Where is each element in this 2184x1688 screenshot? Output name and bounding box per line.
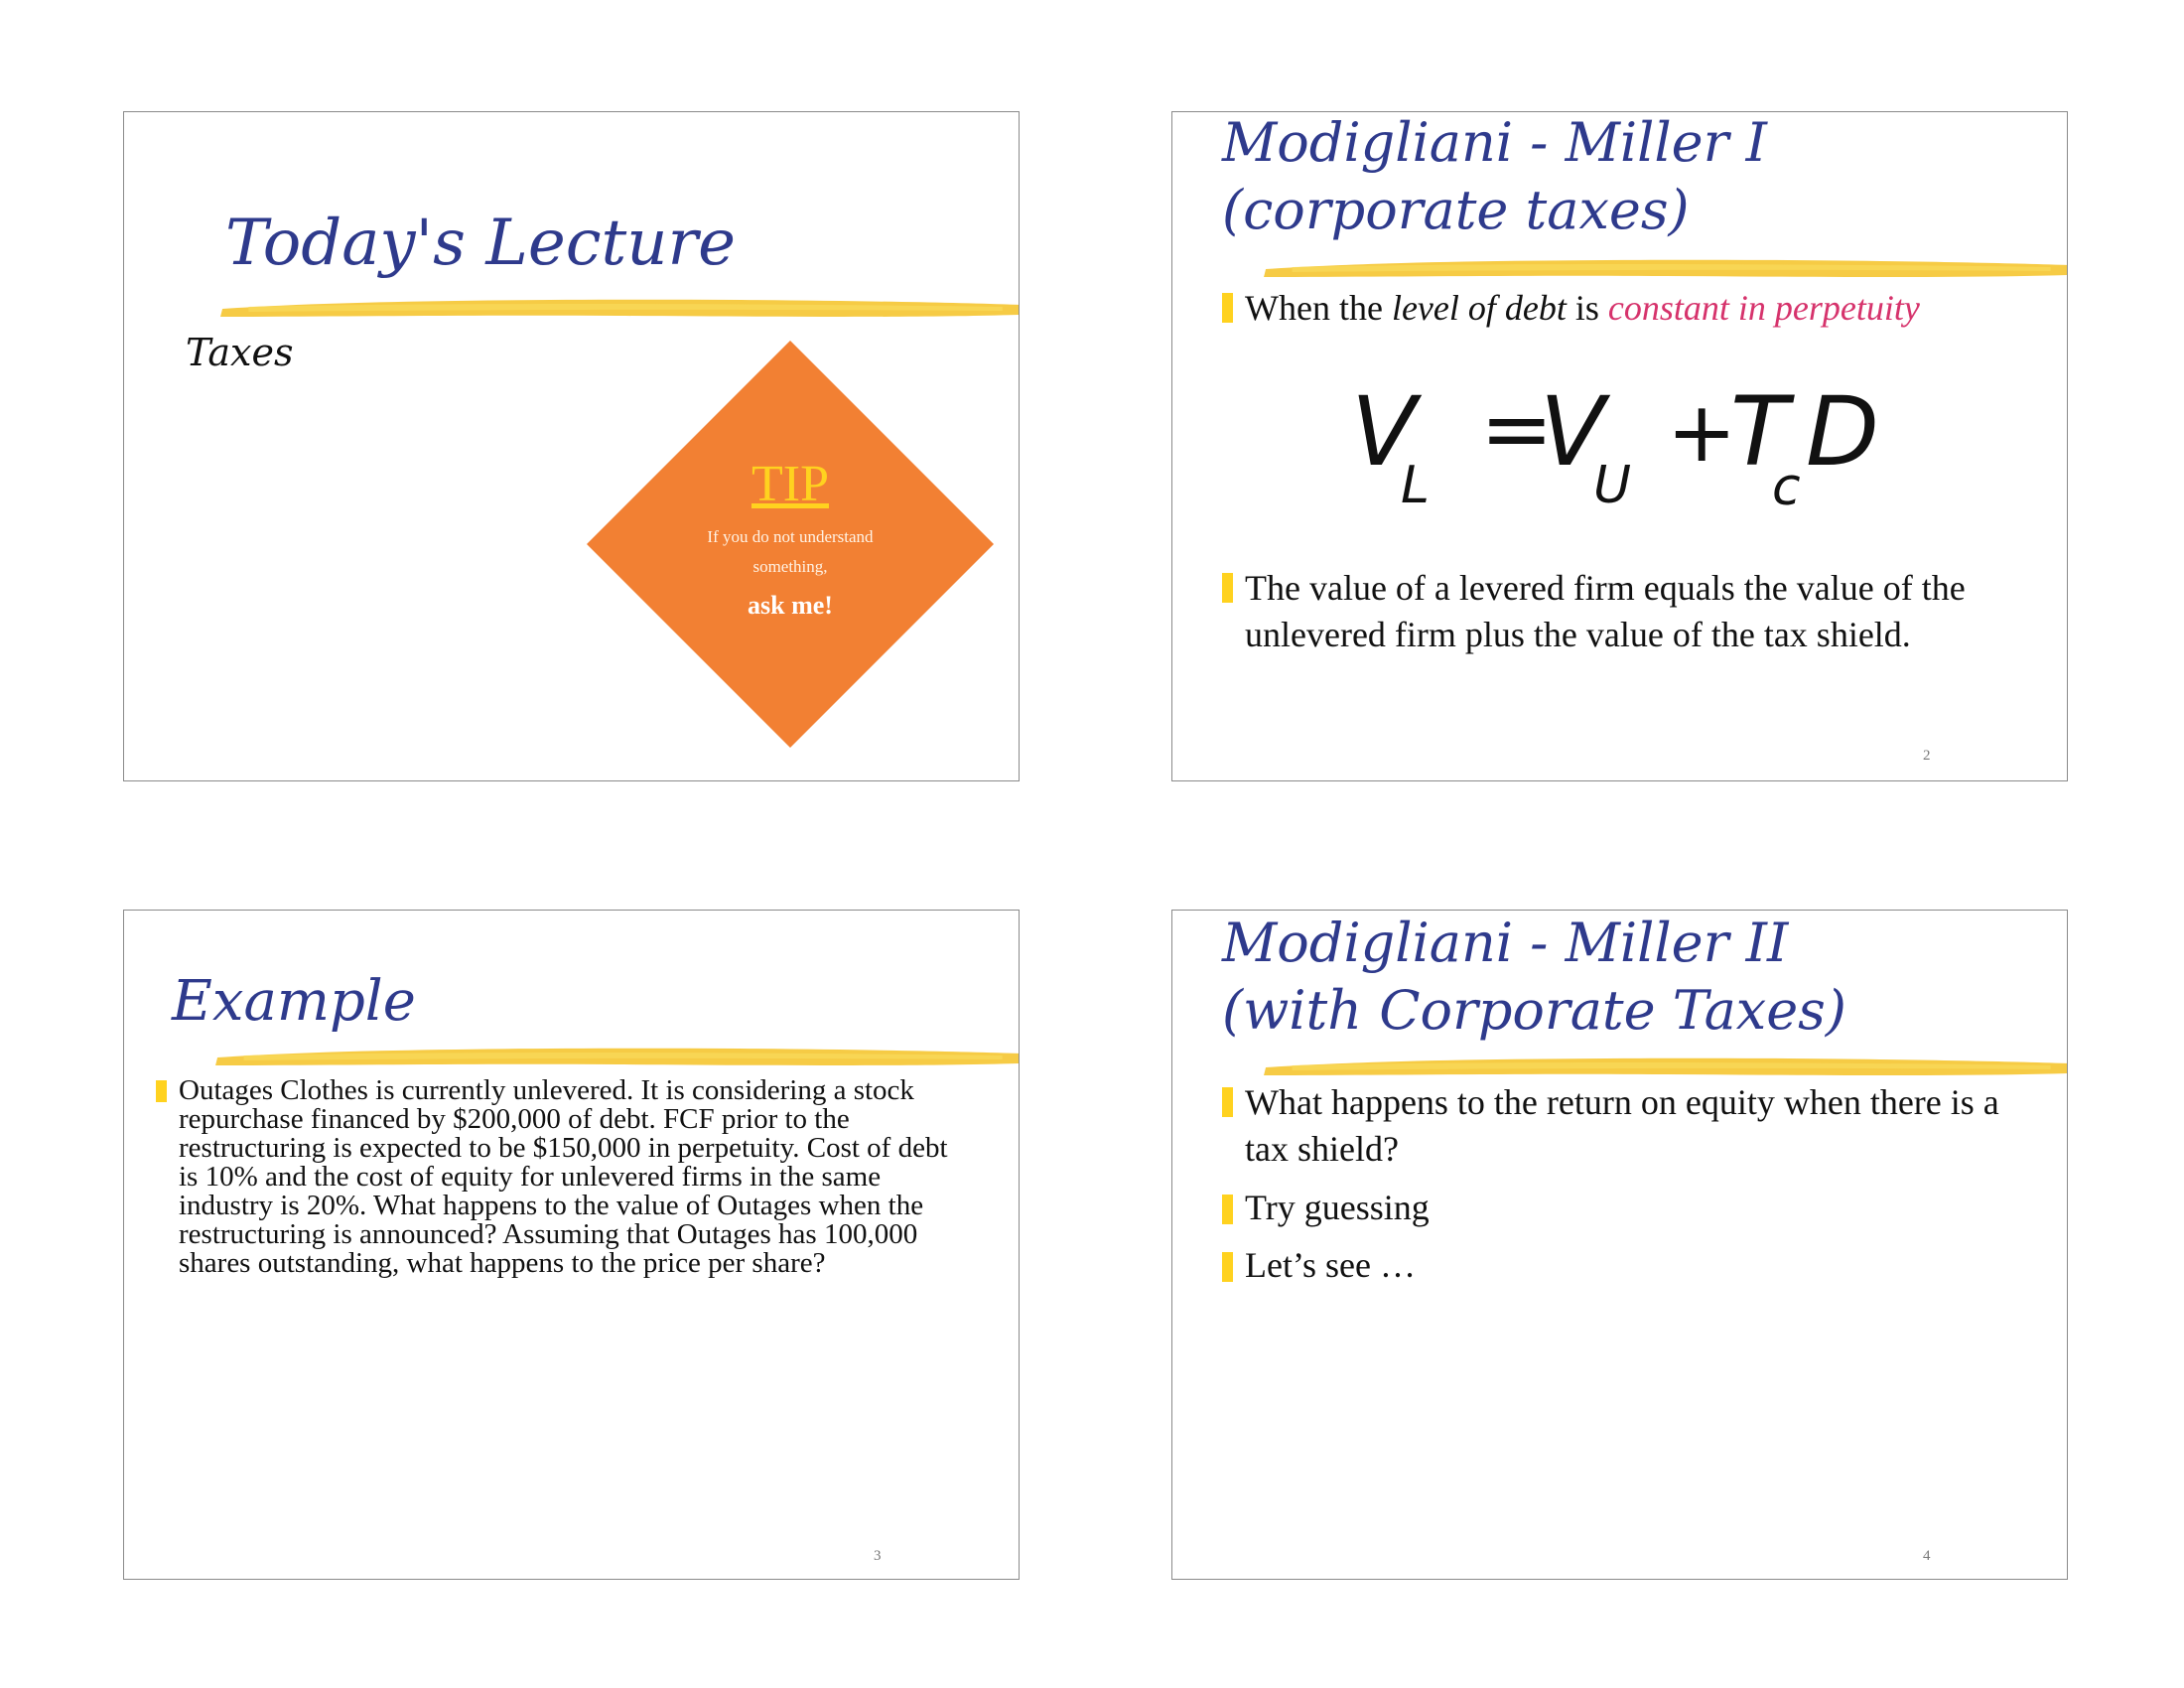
bullet-text-highlight: constant in perpetuity xyxy=(1607,288,1920,328)
title-underline-stroke xyxy=(218,291,1020,325)
bullet-marker xyxy=(1222,293,1233,323)
bullet-marker xyxy=(1222,1252,1233,1282)
bullet-text xyxy=(1245,287,1920,329)
page-number: 4 xyxy=(1923,1548,1931,1564)
slide-4 xyxy=(1171,910,2068,1580)
tip-title: TIP xyxy=(751,456,829,512)
slide-3 xyxy=(123,910,1020,1580)
formula-v-l: V xyxy=(1351,376,1417,488)
formula-v-u: V xyxy=(1540,376,1605,488)
title-underline-stroke xyxy=(213,1040,1020,1073)
formula-t: T xyxy=(1730,376,1789,488)
formula-d: D xyxy=(1806,376,1879,488)
bullet-text: Outages Clothes is currently unlevered. It is considering a stock repurchase financed by $200,000 of debt. FCF prior to the restructuring is expected to be $150,000 in perpetuity. Cost of debt is 10% and the cost of equity for unlevered firms in the same industry is 20%. What happens to the value of Outages when the restructuring is announced? Assuming that Outages has 100,000 shares outstanding, what happens to the price per share? xyxy=(179,1074,948,1279)
formula-equals: = xyxy=(1480,377,1554,480)
bullet-text: What happens to the return on equity when there is a tax shield? xyxy=(1245,1082,1999,1169)
bullet-marker xyxy=(1222,573,1233,603)
bullet-marker xyxy=(1222,1087,1233,1117)
slide-title: Example xyxy=(172,969,416,1034)
tip-ask-me: ask me! xyxy=(748,591,833,620)
bullet-text-mid: is xyxy=(1566,288,1608,328)
mm-formula xyxy=(1351,375,1907,524)
formula-plus: + xyxy=(1667,383,1737,481)
bullet-value-levered-firm xyxy=(1222,565,2046,658)
title-underline-stroke xyxy=(1262,1050,2068,1083)
title-underline-stroke xyxy=(1262,251,2068,285)
bullet-text: The value of a levered firm equals the value of the unlevered firm plus the value of the tax shield. xyxy=(1245,568,1966,654)
slide-title-line-1: Modigliani - Miller I xyxy=(1222,111,1767,174)
bullet-marker xyxy=(1222,1195,1233,1224)
slide-title-line-2: (with Corporate Taxes) xyxy=(1222,979,1846,1042)
bullet-lets-see xyxy=(1222,1244,2046,1286)
slide-title-line-2: (corporate taxes) xyxy=(1222,179,1690,241)
bullet-return-on-equity xyxy=(1222,1079,2046,1173)
slide-title: Today's Lecture xyxy=(225,207,736,280)
formula-sub-c: c xyxy=(1772,458,1801,517)
formula-sub-l: L xyxy=(1401,456,1430,515)
bullet-try-guessing xyxy=(1222,1187,2046,1228)
formula-sub-u: U xyxy=(1593,456,1632,515)
tip-text-line-1: If you do not understand xyxy=(707,527,874,546)
slide-1 xyxy=(123,111,1020,781)
bullet-example-problem xyxy=(156,1076,970,1278)
tip-callout xyxy=(587,341,994,748)
bullet-level-of-debt xyxy=(1222,287,2046,329)
page-number: 2 xyxy=(1923,748,1931,764)
bullet-marker xyxy=(156,1080,167,1102)
tip-text-line-2: something, xyxy=(752,557,828,576)
bullet-text: Let’s see … xyxy=(1245,1245,1416,1285)
bullet-text-italic: level of debt xyxy=(1391,288,1567,328)
slide-title-line-1: Modigliani - Miller II xyxy=(1222,912,1789,974)
slide-subtitle: Taxes xyxy=(186,331,294,374)
slide-2 xyxy=(1171,111,2068,781)
page-number: 3 xyxy=(874,1548,882,1564)
bullet-text-prefix: When the xyxy=(1245,288,1392,328)
bullet-text: Try guessing xyxy=(1245,1188,1430,1227)
